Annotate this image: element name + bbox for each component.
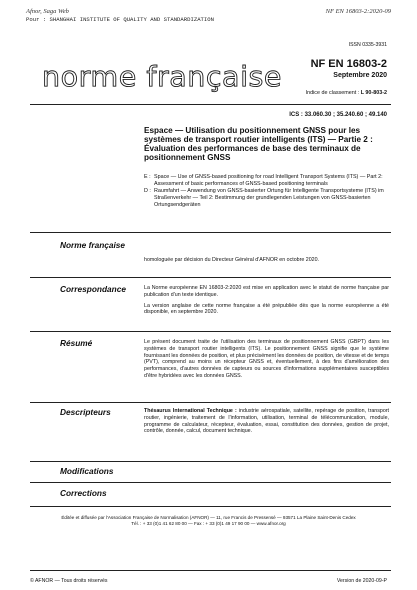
divider-title	[30, 232, 391, 233]
divider-top	[30, 104, 391, 105]
watermark-reference: NF EN 16803-2:2020-09	[325, 8, 391, 15]
watermark-licensee: Pour : SHANGHAI INSTITUTE OF QUALITY AND STANDARDIZATION	[26, 16, 214, 23]
version-label: Version de 2020-09-P	[336, 578, 387, 584]
section-body-correspondance	[144, 285, 389, 320]
lang-code: E :	[144, 174, 151, 180]
translation-text: Raumfahrt — Anwendung von GNSS-basierter Ortung für Intelligente Transportsysteme (ITS) im Straßenverkehr — Teil 2: Bestimmung der grundlegenden Leistungen von GNSS-basierten Ortungsendgeräten	[154, 188, 384, 208]
lang-code: D :	[144, 188, 151, 194]
translation-text: Space — Use of GNSS-based positioning for road Intelligent Transport Systems (ITS) — Part 2: Assessment of basic performances of GNSS-based positioning terminals	[154, 174, 383, 187]
section-body-descripteurs	[144, 408, 389, 435]
divider-norme	[30, 277, 391, 278]
standard-code: NF EN 16803-2	[310, 58, 387, 70]
divider-resume	[30, 402, 391, 403]
divider-descripteurs	[30, 461, 391, 462]
classification-label: Indice de classement :	[305, 90, 361, 96]
section-label-norme: Norme française	[60, 240, 126, 250]
section-label-modifications: Modifications	[60, 466, 114, 476]
publisher-contact: Tél. : + 33 (0)1 41 62 80 00 — Fax : + 33 (0)1 49 17 90 00 — www.afnor.org	[131, 521, 286, 526]
title-translation-de	[144, 188, 389, 209]
classification-value: L 90-803-2	[360, 90, 387, 96]
section-body-norme: homologuée par décision du Directeur Général d'AFNOR en octobre 2020.	[144, 257, 320, 263]
issn: ISSN 0335-3931	[348, 42, 387, 48]
copyright: © AFNOR — Tous droits réservés	[30, 578, 108, 584]
section-label-descripteurs: Descripteurs	[60, 407, 111, 417]
descriptor-list: industrie aérospatiale, satellite, repérage de position, transport routier, ingénierie, traitement de l'information, utilisation, terminal de télécommunication, module, programme de calculateur, récepteur, évaluation, essai, constitution des données, gestion de projet, contrôle, donnée, calcul, document technique.	[144, 408, 390, 435]
logo-graphic	[40, 56, 290, 100]
ics-codes: ICS : 33.060.30 ; 35.240.60 ; 49.140	[289, 112, 387, 118]
classification-index	[306, 90, 387, 96]
correspondance-paragraph: La version anglaise de cette norme française a été prépubliée dès que la norme européenne a été disponible, en septembre 2020.	[144, 302, 389, 316]
publisher-info	[26, 515, 391, 527]
divider-correspondance	[30, 331, 391, 332]
logo-lettering: norme française	[42, 60, 282, 93]
section-label-corrections: Corrections	[60, 488, 107, 498]
section-label-correspondance: Correspondance	[60, 284, 126, 294]
divider-corrections	[30, 506, 391, 507]
divider-footer	[30, 570, 391, 571]
norme-francaise-logo	[40, 56, 290, 100]
publication-date: Septembre 2020	[333, 72, 387, 79]
title-translations	[144, 174, 389, 209]
document-title-fr: Espace — Utilisation du positionnement GNSS pour les systèmes de transport routier intelligents (ITS) — Partie 2 : Évaluation des performances de base des terminaux de positionnement GNSS	[144, 126, 373, 162]
publisher-address: Éditée et diffusée par l'Association Française de Normalisation (AFNOR) — 11, rue Francis de Pressensé — 93571 La Plaine Saint-Denis Cedex	[61, 515, 356, 520]
title-translation-en	[144, 174, 389, 188]
section-body-resume: Le présent document traite de l'utilisation des terminaux de positionnement GNSS (GBPT) dans les systèmes de transport routier intelligents (ITS). Le positionnement GNSS signifie que le système fournissant les données de position, et plus précisément les données de position, de vitesse et de temps (PVT), comprend au moins un récepteur GNSS et, éventuellement, à des fins d'amélioration des performances, d'autres données de capteurs ou sources d'informations supplémentaires susceptibles d'être hybridées avec les données GNSS.	[144, 339, 389, 379]
watermark-source: Afnor, Saga Web	[26, 8, 69, 15]
divider-modifications	[30, 482, 391, 483]
thesaurus-label: Thésaurus International Technique :	[144, 408, 237, 414]
correspondance-paragraph: La Norme européenne EN 16803-2:2020 est mise en application avec le statut de norme française par publication d'un texte identique.	[144, 285, 389, 298]
section-label-resume: Résumé	[60, 338, 93, 348]
